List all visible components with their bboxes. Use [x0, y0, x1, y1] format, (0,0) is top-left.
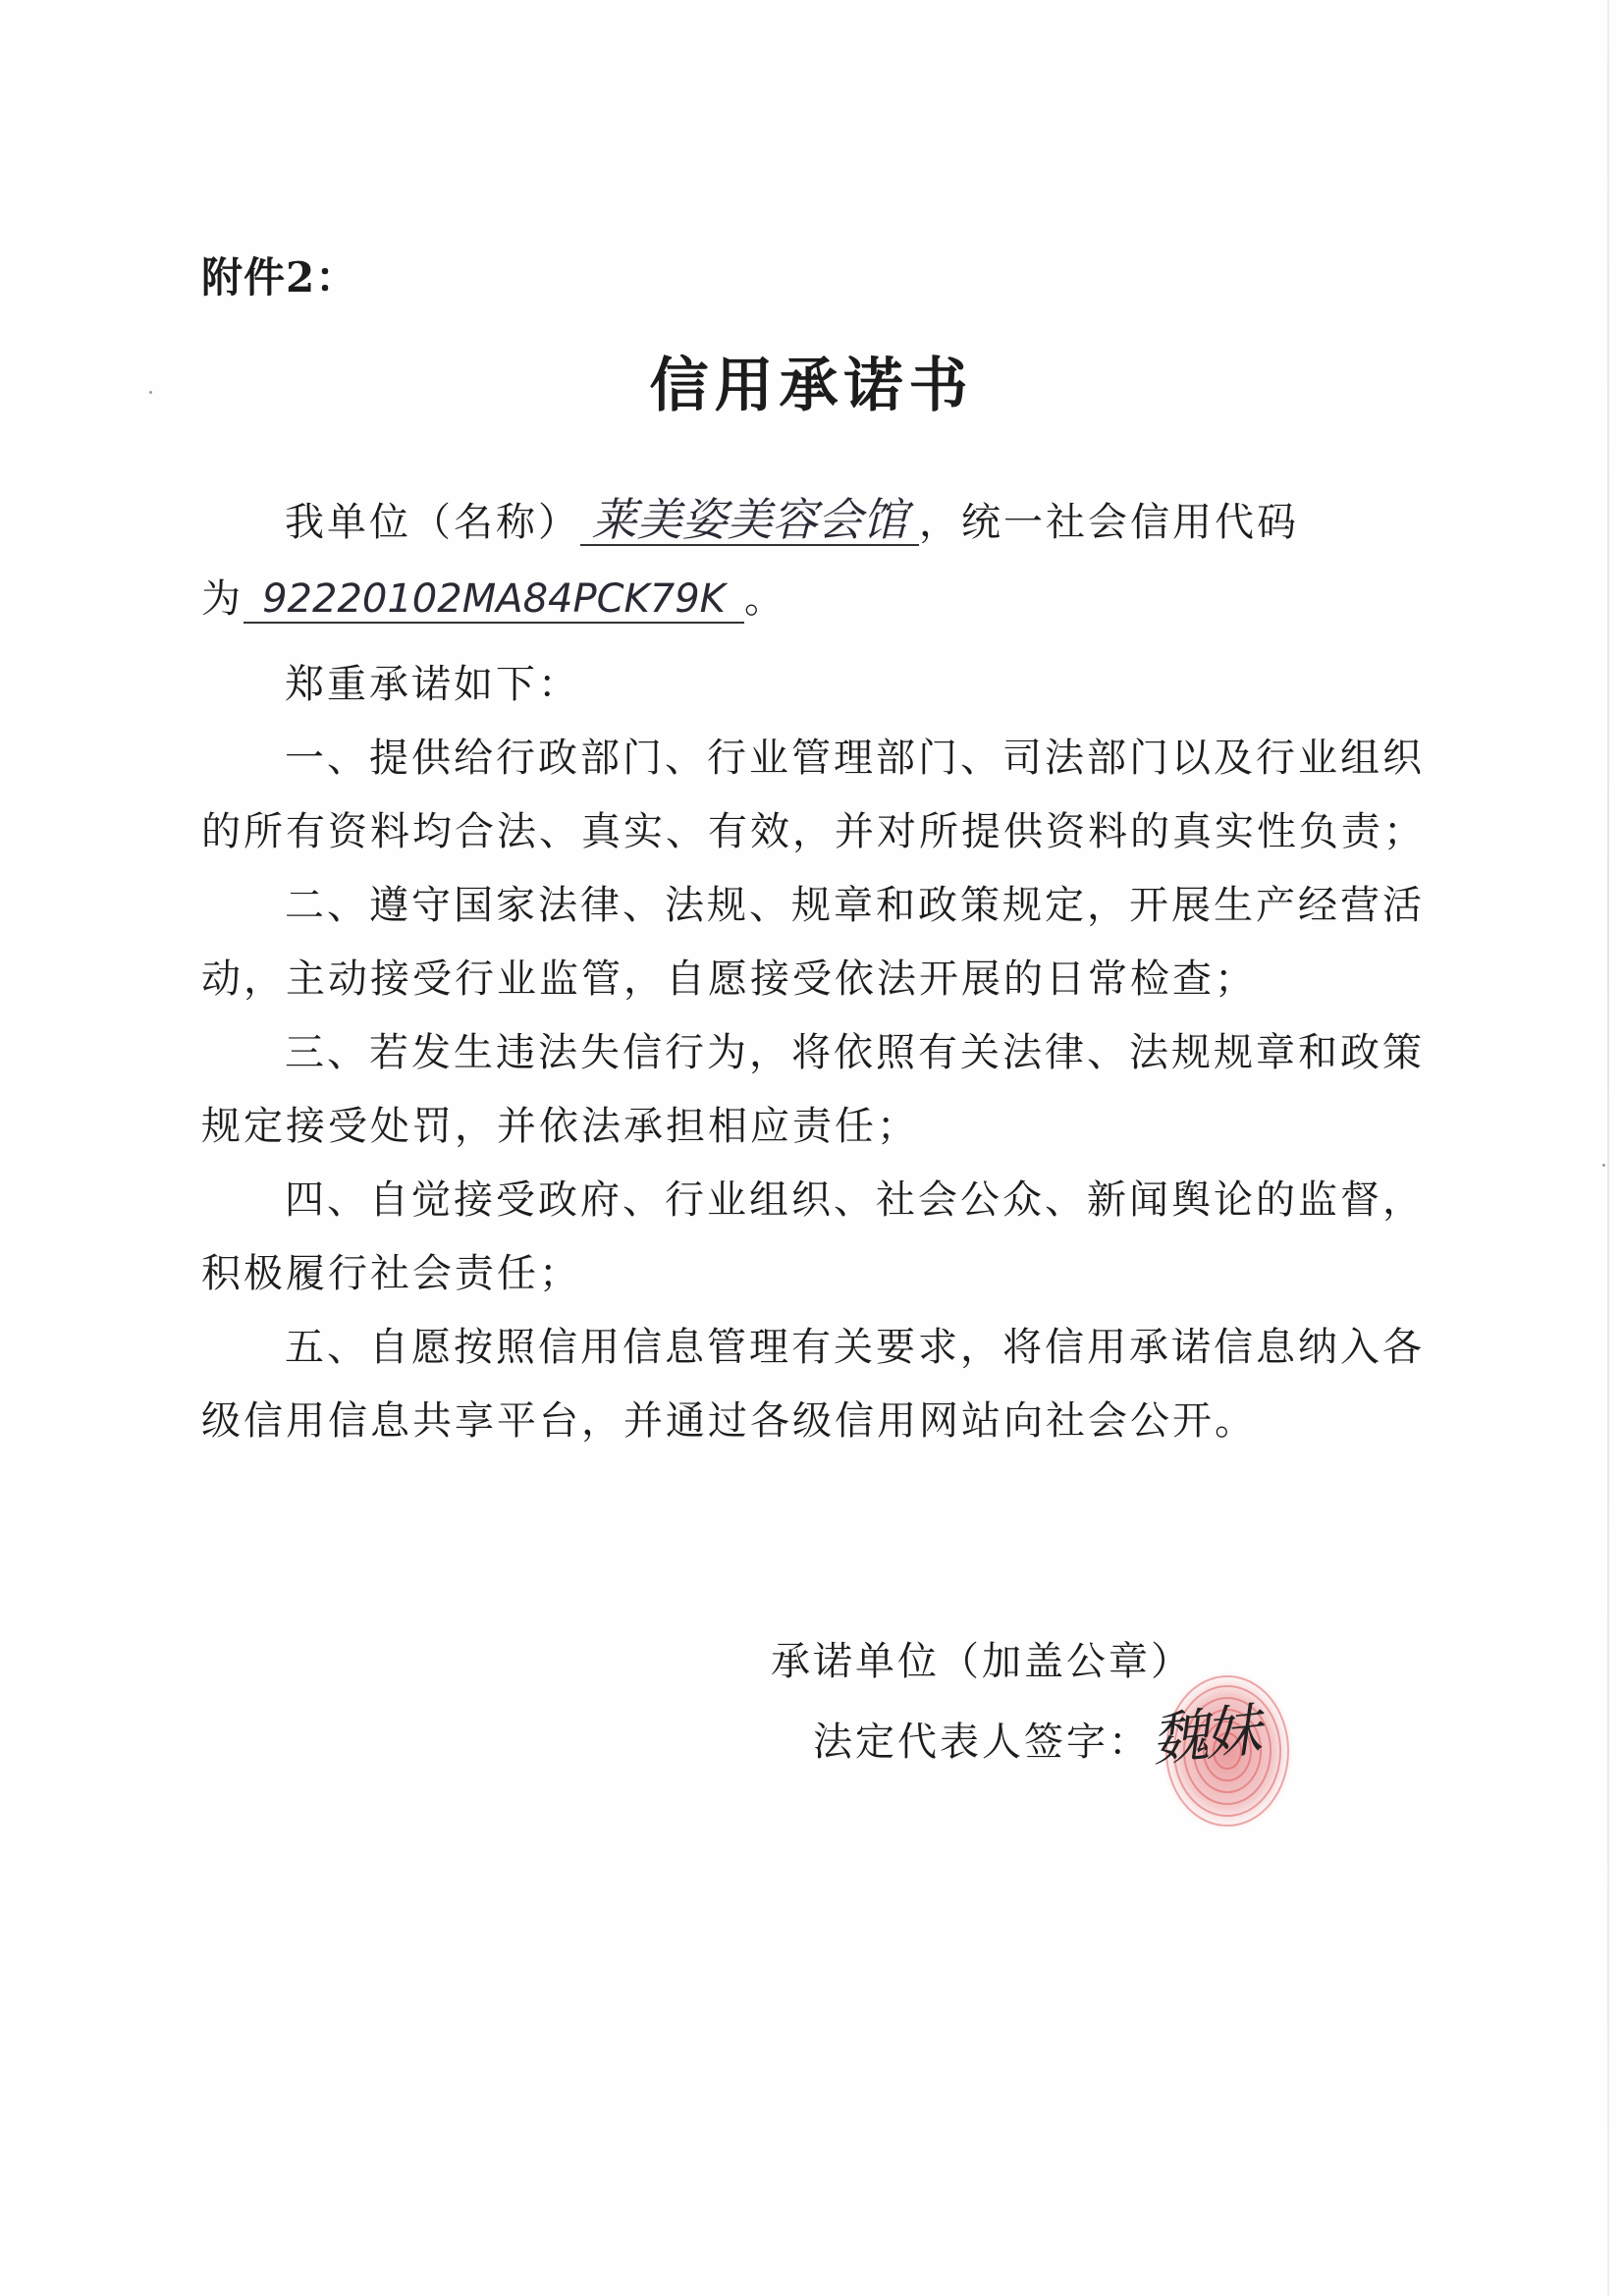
pledge-item-2-line-2: 动，主动接受行业监管，自愿接受依法开展的日常检查；	[201, 957, 1257, 1002]
pledge-item-3-line-2: 规定接受处罚，并依法承担相应责任；	[201, 1104, 919, 1149]
document-title: 信用承诺书	[649, 352, 974, 420]
legal-rep-label: 法定代表人签字：	[813, 1720, 1151, 1765]
pledge-item-2-line-1: 二、遵守国家法律、法规、规章和政策规定，开展生产经营活	[285, 883, 1425, 928]
handwritten-company-name: 莱美姿美容会馆	[580, 495, 919, 546]
attachment-label: 附件2：	[201, 253, 358, 301]
intro-middle: ，统一社会信用代码	[919, 500, 1299, 545]
pledge-item-4-line-2: 积极履行社会责任；	[201, 1251, 581, 1296]
handwritten-credit-code: 92220102MA84PCK79K	[243, 576, 744, 624]
pledge-item-4-line-1: 四、自觉接受政府、行业组织、社会公众、新闻舆论的监督，	[285, 1177, 1425, 1223]
intro-line-1	[285, 491, 1299, 547]
pledge-item-3-line-1: 三、若发生违法失信行为，将依照有关法律、法规规章和政策	[285, 1030, 1425, 1075]
committing-unit-label: 承诺单位（加盖公章）	[771, 1639, 1193, 1684]
intro-line-2	[201, 568, 786, 624]
pledge-item-1-line-2: 的所有资料均合法、真实、有效，并对所提供资料的真实性负责；	[201, 809, 1426, 854]
pledge-item-5-line-2: 级信用信息共享平台，并通过各级信用网站向社会公开。	[201, 1398, 1257, 1444]
pledge-item-5-line-1: 五、自愿按照信用信息管理有关要求，将信用承诺信息纳入各	[285, 1325, 1425, 1370]
legal-rep-signature: 魏妹	[1148, 1696, 1261, 1775]
intro-for-label: 为	[201, 576, 243, 622]
pledge-heading: 郑重承诺如下：	[285, 662, 580, 707]
scan-speck	[1602, 1164, 1605, 1167]
intro-prefix: 我单位（名称）	[285, 500, 580, 545]
intro-suffix: 。	[744, 576, 786, 622]
pledge-item-1-line-1: 一、提供给行政部门、行业管理部门、司法部门以及行业组织	[285, 736, 1425, 781]
